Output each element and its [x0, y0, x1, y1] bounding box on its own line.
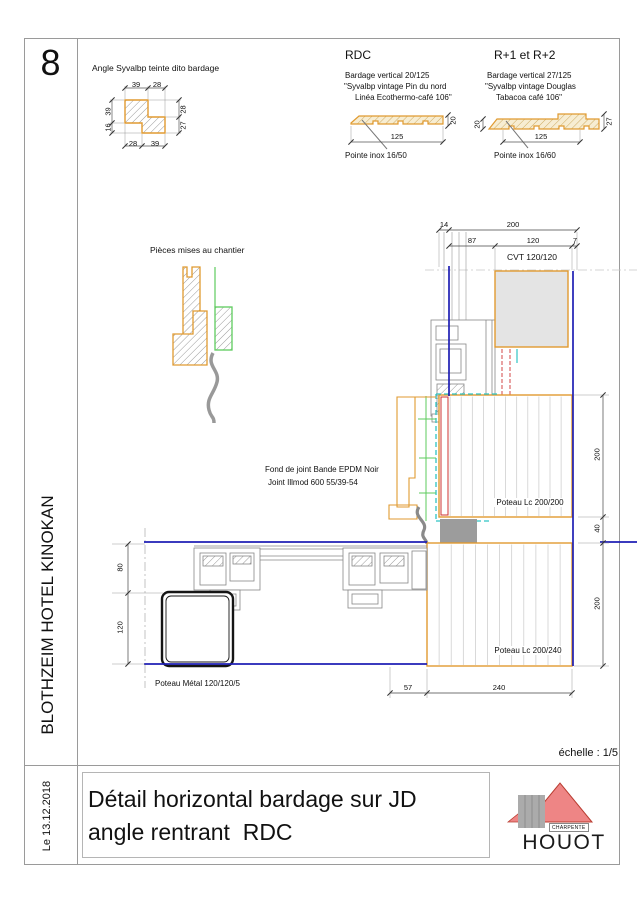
logo-brand: HOUOT	[522, 831, 606, 854]
rdc-spec2: "Syvalbp vintage Pin du nord	[344, 82, 447, 91]
rdc-spec3: Linéa Ecothermo-café 106"	[355, 93, 452, 102]
r1r2-spec2: "Syvalbp vintage Douglas	[485, 82, 576, 91]
dim: 125	[534, 132, 548, 141]
steel-post	[162, 592, 233, 666]
post-200-240-label	[483, 646, 573, 656]
dim: 200	[592, 597, 602, 610]
sheet-title-line2: angle rentrant RDC	[88, 819, 293, 845]
rdc-spec1: Bardage vertical 20/125	[345, 71, 430, 80]
dim: 28	[128, 139, 138, 148]
shim-block	[440, 519, 477, 543]
joint-note-line1: Fond de joint Bande EPDM Noir	[265, 465, 379, 474]
dim: 28	[152, 80, 162, 89]
r1r2-plank-profile	[483, 114, 604, 148]
site-pieces-label: Pièces mises au chantier	[150, 245, 245, 255]
dim: 57	[403, 683, 413, 692]
dim: 200	[592, 448, 602, 461]
scale-note: échelle : 1/5	[558, 747, 618, 759]
r1r2-spec1: Bardage vertical 27/125	[487, 71, 572, 80]
post-200-200-text: Poteau Lc 200/200	[496, 498, 564, 507]
dim: 240	[492, 683, 506, 692]
post-200-240-text: Poteau Lc 200/240	[494, 646, 562, 655]
cvt-label: CVT 120/120	[507, 252, 557, 262]
joint-note-line2: Joint Illmod 600 55/39-54	[268, 478, 358, 487]
dim: 20	[448, 116, 458, 125]
dim: 125	[390, 132, 404, 141]
post-metal-label: Poteau Métal 120/120/5	[155, 679, 240, 688]
logo-roof-icon	[508, 783, 592, 828]
dim: 40	[592, 524, 602, 533]
sheet-title-line1: Détail horizontal bardage sur JD	[88, 786, 417, 812]
corner-angle-profile	[110, 86, 181, 146]
dim: 27	[178, 121, 188, 130]
corner-detail-label: Angle Syvalbp teinte dito bardage	[92, 63, 220, 73]
dim: 16	[103, 123, 113, 132]
sheet-date: Le 13.12.2018	[41, 780, 53, 852]
rdc-fastener: Pointe inox 16/50	[345, 151, 407, 160]
dim: 39	[103, 107, 113, 116]
post-200-200-label	[485, 498, 575, 508]
dim: 20	[472, 120, 482, 129]
site-pieces-drawing	[173, 267, 232, 423]
dim: 39	[131, 80, 141, 89]
project-name: BLOTHZEIM HOTEL KINOKAN	[38, 495, 57, 735]
dim: 120	[115, 621, 125, 634]
dim: 27	[604, 117, 614, 126]
cvt-post	[495, 271, 568, 347]
dim: 80	[115, 563, 125, 572]
logo-tagline: CHARPENTE	[549, 823, 589, 832]
r1r2-title: R+1 et R+2	[494, 48, 556, 62]
r1r2-spec3: Tabacoa café 106"	[496, 93, 562, 102]
dim: 200	[506, 220, 520, 229]
dim: 87	[467, 236, 477, 245]
dim: 14	[439, 220, 449, 229]
dim: 28	[178, 105, 188, 114]
dim: 7	[572, 236, 578, 245]
window-mullion-right	[343, 548, 427, 608]
plan-drawing	[109, 85, 637, 698]
page-number: 8	[40, 42, 61, 83]
dim: 120	[526, 236, 540, 245]
rdc-title: RDC	[345, 48, 371, 62]
dim: 39	[150, 139, 160, 148]
r1r2-fastener: Pointe inox 16/60	[494, 151, 556, 160]
